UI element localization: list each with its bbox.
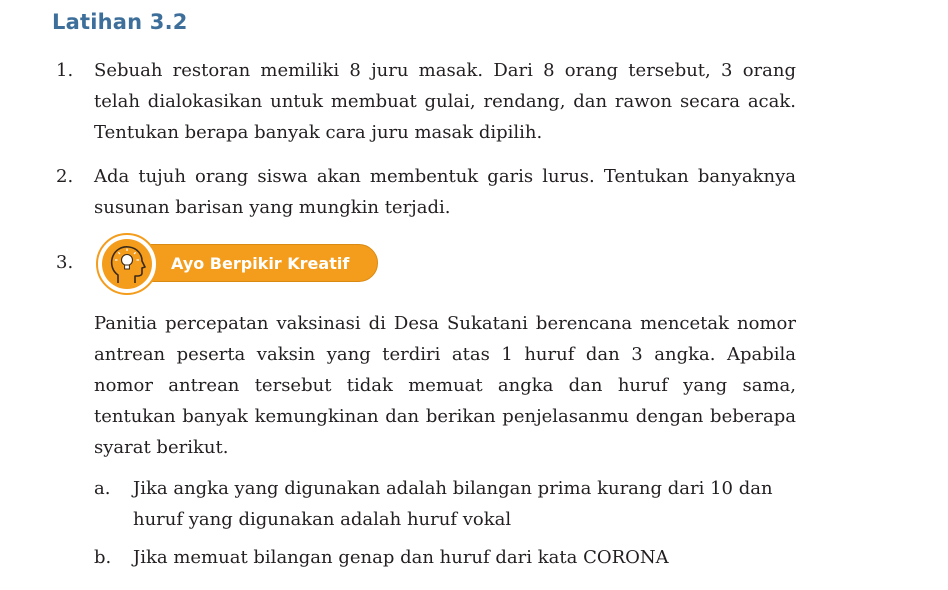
badge-label: Ayo Berpikir Kreatif xyxy=(171,254,350,273)
exercise-1-text: Sebuah restoran memiliki 8 juru masak. Dari 8 orang tersebut, 3 orang telah dialokasikan untuk membuat gulai, rendang, dan rawon secara acak. Tentukan berapa banyak cara juru masak dipilih. xyxy=(94,60,796,143)
exercise-2-number: 2. xyxy=(56,166,74,187)
exercise-2-text: Ada tujuh orang siswa akan membentuk garis lurus. Tentukan banyaknya susunan barisan yang mungkin terjadi. xyxy=(94,166,796,218)
section-title: Latihan 3.2 xyxy=(52,10,188,34)
ayo-berpikir-kreatif-badge xyxy=(96,233,381,295)
exercise-1-number: 1. xyxy=(56,60,74,81)
head-lightbulb-icon xyxy=(96,233,158,295)
subitem-b-text: Jika memuat bilangan genap dan huruf dari kata CORONA xyxy=(133,547,669,568)
subitem-b-letter: b. xyxy=(94,547,112,568)
exercise-3-number: 3. xyxy=(56,252,74,273)
exercise-3-text: Panitia percepatan vaksinasi di Desa Sukatani berencana mencetak nomor antrean peserta vaksin yang terdiri atas 1 huruf dan 3 angka. Apabila nomor antrean tersebut tidak memuat angka dan huruf yang sama, tentukan banyak kemungkinan dan berikan penjelasanmu dengan beberapa syarat berikut. xyxy=(94,313,796,458)
subitem-a-letter: a. xyxy=(94,478,111,499)
subitem-a-text: Jika angka yang digunakan adalah bilangan prima kurang dari 10 dan huruf yang digunakan adalah huruf vokal xyxy=(133,478,773,530)
